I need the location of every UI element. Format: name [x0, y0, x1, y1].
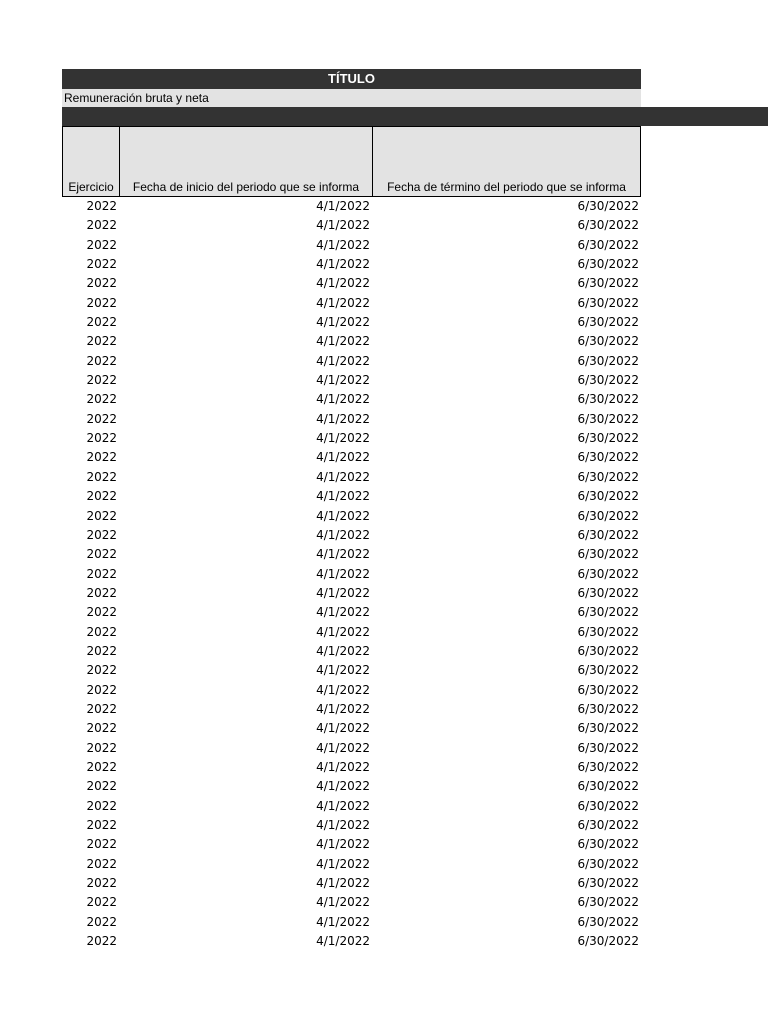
table-row	[62, 661, 641, 680]
cell-fecha-termino[interactable]: 6/30/2022	[577, 547, 639, 562]
column-header-ejercicio[interactable]: Ejercicio	[62, 127, 119, 196]
table-row	[62, 294, 641, 313]
cell-fecha-inicio[interactable]: 4/1/2022	[316, 527, 370, 542]
cell-fecha-termino[interactable]: 6/30/2022	[577, 585, 639, 600]
cell-fecha-inicio[interactable]: 4/1/2022	[316, 876, 370, 891]
cell-fecha-inicio[interactable]: 4/1/2022	[316, 585, 370, 600]
cell-ejercicio[interactable]: 2022	[86, 257, 117, 272]
cell-ejercicio[interactable]: 2022	[86, 759, 117, 774]
cell-fecha-inicio[interactable]: 4/1/2022	[316, 237, 370, 252]
cell-fecha-termino[interactable]: 6/30/2022	[577, 489, 639, 504]
cell-fecha-termino[interactable]: 6/30/2022	[577, 411, 639, 426]
cell-fecha-termino[interactable]: 6/30/2022	[577, 818, 639, 832]
table-body	[62, 197, 641, 951]
cell-ejercicio[interactable]: 2022	[86, 740, 117, 755]
cell-fecha-termino[interactable]: 6/30/2022	[577, 199, 639, 213]
table-row	[62, 274, 641, 293]
table-row	[62, 777, 641, 796]
table-row	[62, 797, 641, 816]
table-row	[62, 236, 641, 255]
table-row	[62, 352, 641, 371]
cell-fecha-termino[interactable]: 6/30/2022	[577, 895, 639, 910]
cell-fecha-termino[interactable]: 6/30/2022	[577, 353, 639, 368]
cell-fecha-inicio[interactable]: 4/1/2022	[316, 818, 370, 832]
cell-fecha-termino[interactable]: 6/30/2022	[577, 605, 639, 620]
cell-ejercicio[interactable]: 2022	[86, 315, 117, 330]
cell-fecha-termino[interactable]: 6/30/2022	[577, 721, 639, 736]
table-row	[62, 874, 641, 893]
cell-ejercicio[interactable]: 2022	[86, 431, 117, 446]
cell-fecha-inicio[interactable]: 4/1/2022	[316, 779, 370, 794]
table-row	[62, 816, 641, 835]
cell-fecha-inicio[interactable]: 4/1/2022	[316, 489, 370, 504]
cell-ejercicio[interactable]: 2022	[86, 373, 117, 388]
table-row	[62, 313, 641, 332]
cell-fecha-termino[interactable]: 6/30/2022	[577, 837, 639, 852]
table-row	[62, 507, 641, 526]
cell-ejercicio[interactable]: 2022	[86, 605, 117, 620]
cell-fecha-termino[interactable]: 6/30/2022	[577, 856, 639, 871]
cell-fecha-inicio[interactable]: 4/1/2022	[316, 895, 370, 910]
table-row	[62, 371, 641, 390]
cell-ejercicio[interactable]: 2022	[86, 779, 117, 794]
cell-fecha-inicio[interactable]: 4/1/2022	[316, 837, 370, 852]
table-row	[62, 390, 641, 409]
cell-fecha-inicio[interactable]: 4/1/2022	[316, 759, 370, 774]
table-row	[62, 855, 641, 874]
cell-ejercicio[interactable]: 2022	[86, 527, 117, 542]
cell-ejercicio[interactable]: 2022	[86, 643, 117, 658]
table-row	[62, 216, 641, 235]
cell-fecha-inicio[interactable]: 4/1/2022	[316, 315, 370, 330]
cell-fecha-inicio[interactable]: 4/1/2022	[316, 740, 370, 755]
cell-ejercicio[interactable]: 2022	[86, 276, 117, 291]
cell-fecha-inicio[interactable]: 4/1/2022	[316, 643, 370, 658]
cell-ejercicio[interactable]: 2022	[86, 895, 117, 910]
cell-ejercicio[interactable]: 2022	[86, 914, 117, 929]
cell-fecha-inicio[interactable]: 4/1/2022	[316, 373, 370, 388]
cell-ejercicio[interactable]: 2022	[86, 411, 117, 426]
cell-fecha-termino[interactable]: 6/30/2022	[577, 682, 639, 697]
cell-fecha-inicio[interactable]: 4/1/2022	[316, 798, 370, 813]
cell-ejercicio[interactable]: 2022	[86, 682, 117, 697]
cell-fecha-inicio[interactable]: 4/1/2022	[316, 334, 370, 349]
cell-fecha-inicio[interactable]: 4/1/2022	[316, 257, 370, 272]
cell-fecha-termino[interactable]: 6/30/2022	[577, 643, 639, 658]
cell-ejercicio[interactable]: 2022	[86, 218, 117, 233]
cell-fecha-termino[interactable]: 6/30/2022	[577, 701, 639, 716]
cell-fecha-inicio[interactable]: 4/1/2022	[316, 914, 370, 929]
sheet-subtitle: Remuneración bruta y neta	[62, 89, 641, 107]
cell-ejercicio[interactable]: 2022	[86, 450, 117, 465]
cell-fecha-inicio[interactable]: 4/1/2022	[316, 856, 370, 871]
table-row	[62, 913, 641, 932]
table-row	[62, 681, 641, 700]
cell-fecha-inicio[interactable]: 4/1/2022	[316, 276, 370, 291]
cell-fecha-termino[interactable]: 6/30/2022	[577, 876, 639, 891]
cell-fecha-termino[interactable]: 6/30/2022	[577, 431, 639, 446]
table-row	[62, 835, 641, 854]
cell-fecha-inicio[interactable]: 4/1/2022	[316, 508, 370, 523]
cell-fecha-termino[interactable]: 6/30/2022	[577, 934, 639, 949]
header-band	[62, 107, 768, 126]
table-row	[62, 603, 641, 622]
cell-fecha-termino[interactable]: 6/30/2022	[577, 257, 639, 272]
cell-fecha-termino[interactable]: 6/30/2022	[577, 740, 639, 755]
cell-fecha-inicio[interactable]: 4/1/2022	[316, 605, 370, 620]
cell-fecha-termino[interactable]: 6/30/2022	[577, 237, 639, 252]
cell-ejercicio[interactable]: 2022	[86, 237, 117, 252]
cell-fecha-termino[interactable]: 6/30/2022	[577, 759, 639, 774]
column-header-fecha-inicio[interactable]: Fecha de inicio del periodo que se informa	[119, 127, 372, 196]
table-row	[62, 623, 641, 642]
cell-fecha-termino[interactable]: 6/30/2022	[577, 508, 639, 523]
table-row	[62, 526, 641, 545]
cell-fecha-termino[interactable]: 6/30/2022	[577, 295, 639, 310]
spreadsheet	[62, 69, 768, 951]
table-row	[62, 197, 641, 216]
cell-ejercicio[interactable]: 2022	[86, 392, 117, 407]
table-row	[62, 448, 641, 467]
cell-ejercicio[interactable]: 2022	[86, 663, 117, 678]
cell-fecha-inicio[interactable]: 4/1/2022	[316, 469, 370, 484]
cell-ejercicio[interactable]: 2022	[86, 566, 117, 581]
cell-ejercicio[interactable]: 2022	[86, 469, 117, 484]
cell-fecha-inicio[interactable]: 4/1/2022	[316, 199, 370, 213]
cell-fecha-termino[interactable]: 6/30/2022	[577, 315, 639, 330]
table-row	[62, 429, 641, 448]
cell-fecha-termino[interactable]: 6/30/2022	[577, 276, 639, 291]
cell-fecha-inicio[interactable]: 4/1/2022	[316, 218, 370, 233]
cell-fecha-termino[interactable]: 6/30/2022	[577, 392, 639, 407]
table-row	[62, 719, 641, 738]
cell-fecha-inicio[interactable]: 4/1/2022	[316, 934, 370, 949]
table-row	[62, 487, 641, 506]
cell-ejercicio[interactable]: 2022	[86, 334, 117, 349]
cell-ejercicio[interactable]: 2022	[86, 818, 117, 832]
cell-ejercicio[interactable]: 2022	[86, 876, 117, 891]
cell-fecha-inicio[interactable]: 4/1/2022	[316, 450, 370, 465]
cell-fecha-termino[interactable]: 6/30/2022	[577, 779, 639, 794]
cell-fecha-termino[interactable]: 6/30/2022	[577, 566, 639, 581]
cell-ejercicio[interactable]: 2022	[86, 721, 117, 736]
cell-fecha-termino[interactable]: 6/30/2022	[577, 914, 639, 929]
table-row	[62, 893, 641, 912]
cell-fecha-inicio[interactable]: 4/1/2022	[316, 392, 370, 407]
cell-ejercicio[interactable]: 2022	[86, 585, 117, 600]
cell-ejercicio[interactable]: 2022	[86, 837, 117, 852]
cell-ejercicio[interactable]: 2022	[86, 624, 117, 639]
cell-fecha-termino[interactable]: 6/30/2022	[577, 527, 639, 542]
cell-fecha-termino[interactable]: 6/30/2022	[577, 663, 639, 678]
cell-fecha-inicio[interactable]: 4/1/2022	[316, 682, 370, 697]
cell-fecha-termino[interactable]: 6/30/2022	[577, 218, 639, 233]
table-row	[62, 255, 641, 274]
cell-ejercicio[interactable]: 2022	[86, 508, 117, 523]
table-row	[62, 332, 641, 351]
cell-ejercicio[interactable]: 2022	[86, 199, 117, 213]
table-row	[62, 700, 641, 719]
cell-ejercicio[interactable]: 2022	[86, 489, 117, 504]
cell-fecha-inicio[interactable]: 4/1/2022	[316, 353, 370, 368]
table-row	[62, 565, 641, 584]
sheet-title: TÍTULO	[62, 69, 641, 89]
cell-ejercicio[interactable]: 2022	[86, 701, 117, 716]
table-row	[62, 410, 641, 429]
cell-ejercicio[interactable]: 2022	[86, 934, 117, 949]
table-row	[62, 758, 641, 777]
cell-ejercicio[interactable]: 2022	[86, 798, 117, 813]
cell-ejercicio[interactable]: 2022	[86, 295, 117, 310]
cell-fecha-termino[interactable]: 6/30/2022	[577, 469, 639, 484]
cell-fecha-termino[interactable]: 6/30/2022	[577, 450, 639, 465]
table-row	[62, 739, 641, 758]
column-header-fecha-termino[interactable]: Fecha de término del periodo que se informa	[372, 127, 641, 196]
cell-fecha-inicio[interactable]: 4/1/2022	[316, 411, 370, 426]
table-row	[62, 545, 641, 564]
cell-fecha-inicio[interactable]: 4/1/2022	[316, 566, 370, 581]
column-header-row	[62, 126, 641, 197]
table-row	[62, 932, 641, 951]
cell-fecha-inicio[interactable]: 4/1/2022	[316, 547, 370, 562]
cell-fecha-inicio[interactable]: 4/1/2022	[316, 431, 370, 446]
cell-ejercicio[interactable]: 2022	[86, 856, 117, 871]
cell-fecha-inicio[interactable]: 4/1/2022	[316, 663, 370, 678]
table-row	[62, 642, 641, 661]
cell-fecha-termino[interactable]: 6/30/2022	[577, 624, 639, 639]
table-row	[62, 468, 641, 487]
cell-fecha-inicio[interactable]: 4/1/2022	[316, 624, 370, 639]
cell-ejercicio[interactable]: 2022	[86, 353, 117, 368]
cell-ejercicio[interactable]: 2022	[86, 547, 117, 562]
cell-fecha-inicio[interactable]: 4/1/2022	[316, 701, 370, 716]
cell-fecha-termino[interactable]: 6/30/2022	[577, 334, 639, 349]
cell-fecha-inicio[interactable]: 4/1/2022	[316, 721, 370, 736]
cell-fecha-termino[interactable]: 6/30/2022	[577, 798, 639, 813]
table-row	[62, 584, 641, 603]
cell-fecha-inicio[interactable]: 4/1/2022	[316, 295, 370, 310]
cell-fecha-termino[interactable]: 6/30/2022	[577, 373, 639, 388]
